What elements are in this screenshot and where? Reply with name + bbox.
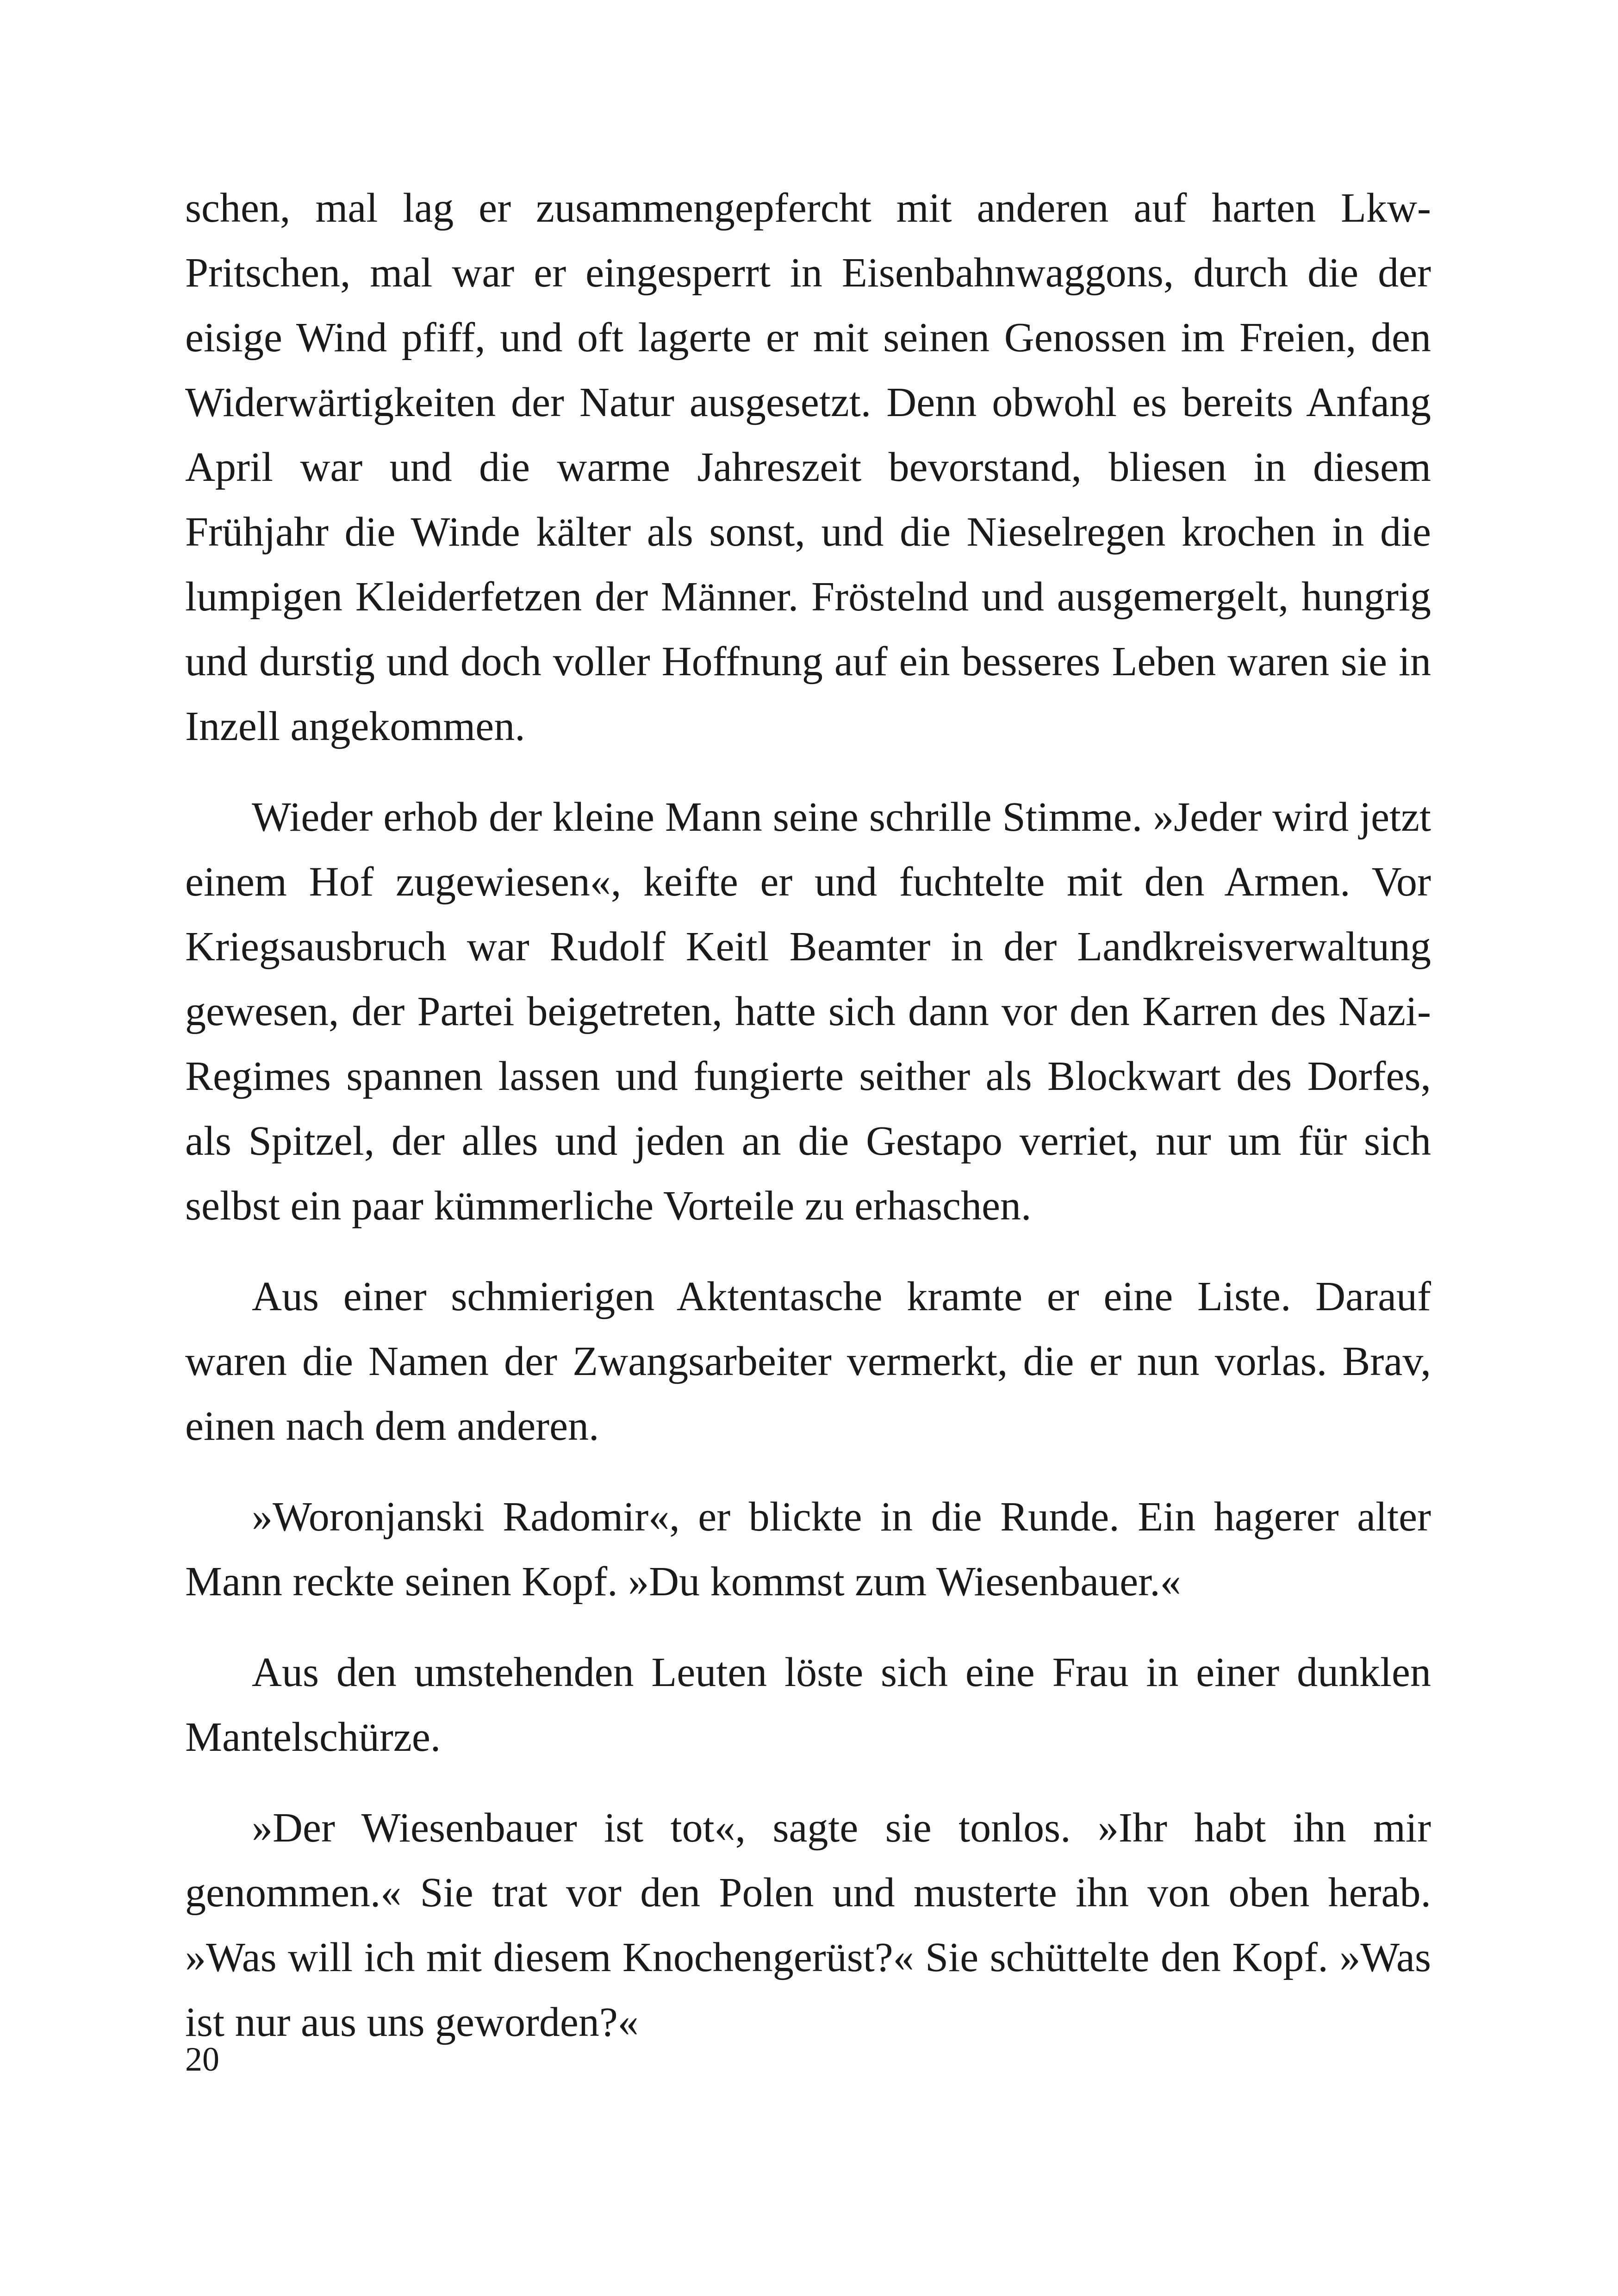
paragraph: Aus einer schmierigen Aktentasche kramte er eine Liste. Darauf waren die Namen der Zwangsarbeiter vermerkt, die er nun vorlas. Brav, einen nach dem anderen. <box>185 1274 1431 1449</box>
paragraph-continuation: schen, mal lag er zusammengepfercht mit anderen auf harten Lkw-Pritschen, mal war er eingesperrt in Eisenbahnwaggons, durch die der eisige Wind pfiff, und oft lagerte er mit seinen Genossen im Freien, den Widerwärtigkeiten der Natur ausgesetzt. Denn obwohl es bereits Anfang April war und die warme Jahreszeit bevorstand, bliesen in diesem Frühjahr die Winde kälter als sonst, und die Nieselregen krochen in die lumpigen Kleiderfetzen der Männer. Fröstelnd und ausgemergelt, hungrig und durstig und doch voller Hoffnung auf ein besseres Leben waren sie in Inzell angekommen. <box>185 185 1431 749</box>
paragraph: »Woronjanski Radomir«, er blickte in die Runde. Ein hagerer alter Mann reckte seinen Kopf. »Du kommst zum Wiesenbauer.« <box>185 1494 1431 1605</box>
paragraph: Wieder erhob der kleine Mann seine schrille Stimme. »Jeder wird jetzt einem Hof zugewiesen«, keifte er und fuchtelte mit den Armen. Vor Kriegsausbruch war Rudolf Keitl Beamter in der Landkreisverwaltung gewesen, der Partei beigetreten, hatte sich dann vor den Karren des Nazi-Regimes spannen lassen und fungierte seither als Blockwart des Dorfes, als Spitzel, der alles und jeden an die Gestapo verriet, nur um für sich selbst ein paar kümmerliche Vorteile zu erhaschen. <box>185 794 1431 1229</box>
paragraph: Aus den umstehenden Leuten löste sich eine Frau in einer dunklen Mantelschürze. <box>185 1649 1431 1760</box>
page-body <box>185 176 1431 2055</box>
paragraph: »Der Wiesenbauer ist tot«, sagte sie tonlos. »Ihr habt ihn mir genommen.« Sie trat vor den Polen und musterte ihn von oben herab. »Was will ich mit diesem Knochengerüst?« Sie schüttelte den Kopf. »Was ist nur aus uns geworden?« <box>185 1805 1431 2045</box>
page-number: 20 <box>185 2041 219 2078</box>
